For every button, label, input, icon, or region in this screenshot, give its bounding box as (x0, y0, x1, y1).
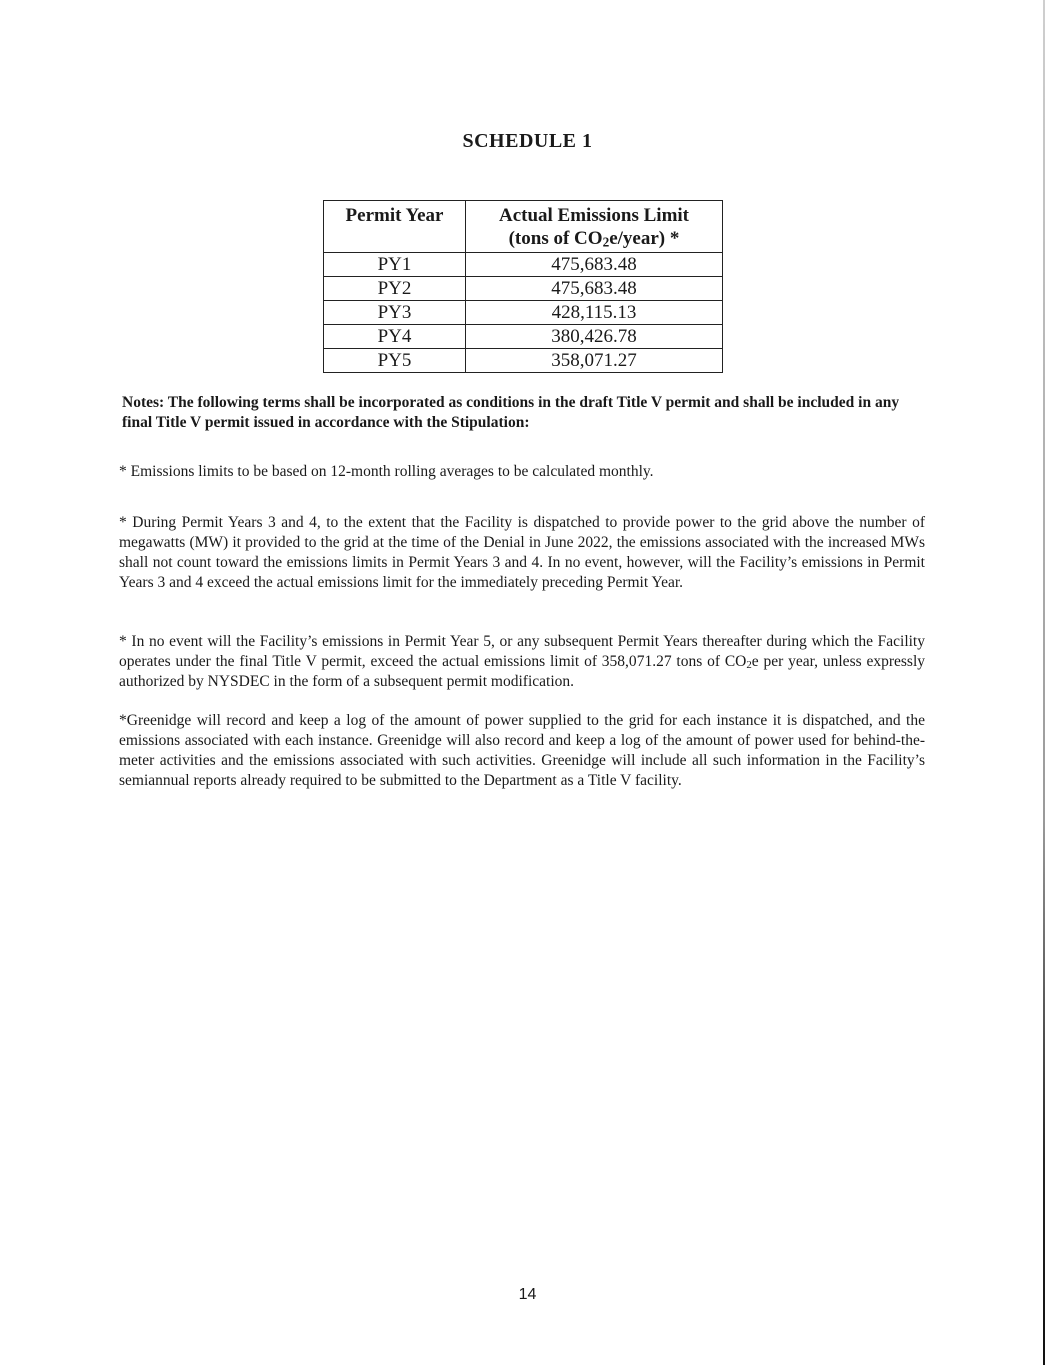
header-emissions-limit-units-post: e/year) * (609, 228, 680, 249)
note-permit-year-5-pre: * In no event will the Facility’s emissions in Permit Year 5, or any subsequent Permit Years thereafter during which the Facility operates under the final Title V permit, exceed the actual emissions limit of 358,071.27 tons of CO (119, 633, 925, 670)
note-permit-years-3-4: * During Permit Years 3 and 4, to the extent that the Facility is dispatched to provide power to the grid above the number of megawatts (MW) it provided to the grid at the time of the Denial in June 2022, the emissions associated with the increased MWs shall not count toward the emissions limits in Permit Years 3 and 4. In no event, however, will the Facility’s emissions in Permit Years 3 and 4 exceed the actual emissions limit for the immediately preceding Permit Year. (119, 514, 925, 591)
note-greenidge-logging: *Greenidge will record and keep a log of the amount of power supplied to the grid for each instance it is dispatched, and the emissions associated with each instance. Greenidge will also record and keep a log of the amount of power used for behind-the-meter activities and the emissions associated with such activities. Greenidge will include all such information in the Facility’s semiannual reports already required to be submitted to the Department as a Title V facility. (119, 712, 925, 789)
cell-permit-year: PY5 (324, 349, 466, 373)
notes-heading: Notes: The following terms shall be incorporated as conditions in the draft Title V permit and shall be included in any final Title V permit issued in accordance with the Stipulation: (122, 394, 900, 431)
cell-emissions-limit: 428,115.13 (466, 301, 723, 325)
header-emissions-limit-line1: Actual Emissions Limit (498, 205, 690, 226)
note-permit-year-5-post: e per year, unless expressly authorized by NYSDEC in the form of a subsequent permit modification. (119, 653, 926, 690)
header-permit-year: Permit Year (324, 201, 466, 253)
table-row (324, 253, 723, 277)
emissions-schedule-table (323, 200, 723, 373)
table-row (324, 349, 723, 373)
table-row (324, 325, 723, 349)
header-co2-subscript: 2 (602, 234, 610, 250)
cell-emissions-limit: 475,683.48 (466, 253, 723, 277)
table-row (324, 301, 723, 325)
note-permit-year-5 (119, 632, 925, 692)
note-co2-subscript: 2 (746, 659, 752, 672)
header-emissions-limit-units-pre: (tons of CO (508, 228, 603, 249)
cell-emissions-limit: 380,426.78 (466, 325, 723, 349)
page-title: SCHEDULE 1 (462, 130, 593, 152)
page-number: 14 (518, 1286, 537, 1303)
table-header-row (324, 201, 723, 253)
header-emissions-limit (466, 201, 723, 253)
note-rolling-averages: * Emissions limits to be based on 12-month rolling averages to be calculated monthly. (119, 463, 654, 480)
cell-emissions-limit: 475,683.48 (466, 277, 723, 301)
cell-permit-year: PY1 (324, 253, 466, 277)
cell-emissions-limit: 358,071.27 (466, 349, 723, 373)
cell-permit-year: PY3 (324, 301, 466, 325)
cell-permit-year: PY2 (324, 277, 466, 301)
table-row (324, 277, 723, 301)
cell-permit-year: PY4 (324, 325, 466, 349)
scan-edge-shadow (1043, 0, 1045, 1365)
